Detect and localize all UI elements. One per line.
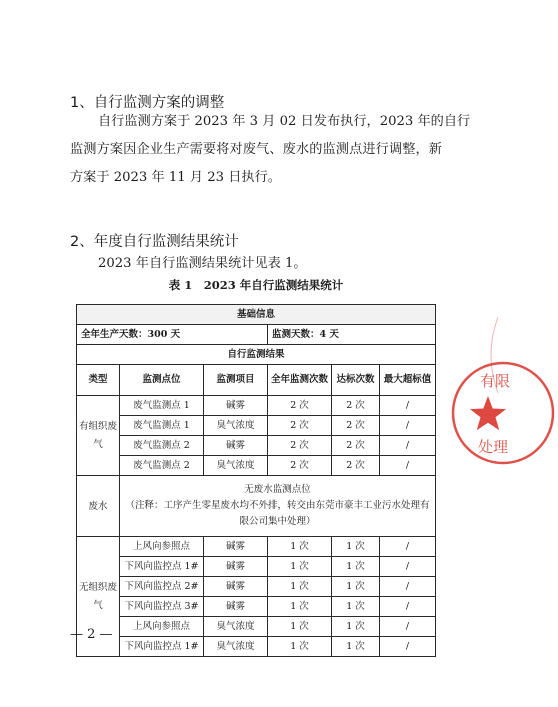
cell-item: 碱雾	[204, 557, 268, 577]
cell-count: 1 次	[268, 597, 332, 617]
cell-max: /	[380, 456, 436, 476]
cell-pass: 1 次	[332, 637, 380, 657]
cell-pass: 2 次	[332, 456, 380, 476]
basic-info-header: 基础信息	[77, 305, 436, 325]
company-seal-stamp	[448, 358, 558, 468]
cell-point: 下风向监控点 1#	[120, 637, 204, 657]
section1-line-2: 监测方案因企业生产需要将对废气、废水的监测点进行调整，新	[70, 142, 442, 157]
table-row	[77, 537, 436, 557]
cell-point: 下风向监控点 1#	[120, 557, 204, 577]
wastewater-note-line1: 无废水监测点位	[244, 484, 311, 495]
cell-count: 2 次	[268, 396, 332, 416]
table-row	[77, 597, 436, 617]
cell-max: /	[380, 617, 436, 637]
cell-max: /	[380, 597, 436, 617]
section1-line-1: 自行监测方案于 2023 年 3 月 02 日发布执行，2023 年的自行	[98, 114, 471, 129]
cell-max: /	[380, 436, 436, 456]
cell-item: 碱雾	[204, 396, 268, 416]
cell-pass: 1 次	[332, 537, 380, 557]
cell-pass: 1 次	[332, 557, 380, 577]
cell-item: 碱雾	[204, 597, 268, 617]
star-icon	[470, 396, 506, 430]
table-row	[77, 456, 436, 476]
cell-max: /	[380, 396, 436, 416]
cell-point: 上风向参照点	[120, 617, 204, 637]
col-point: 监测点位	[120, 365, 204, 396]
cell-item: 臭气浓度	[204, 416, 268, 436]
col-type: 类型	[77, 365, 120, 396]
table-row	[77, 396, 436, 416]
column-header-row	[77, 365, 436, 396]
section2-title: 2、年度自行监测结果统计	[70, 234, 239, 250]
cell-item: 碱雾	[204, 577, 268, 597]
wastewater-row	[77, 476, 436, 537]
col-pass: 达标次数	[332, 365, 380, 396]
cell-item: 碱雾	[204, 537, 268, 557]
section1-title: 1、自行监测方案的调整	[70, 95, 225, 111]
wastewater-note-line2: （注释：工序产生零星废水均不外排，转交由东莞市豪丰工业污水处理有限公司集中处理）	[125, 500, 430, 527]
stamp-text-bottom: 处理	[478, 438, 509, 456]
type-wastewater: 废水	[77, 476, 120, 537]
type-organized: 有组织废气	[77, 396, 120, 476]
cell-pass: 1 次	[332, 577, 380, 597]
days-row	[77, 325, 436, 345]
stamp-text-top: 有限	[480, 372, 511, 390]
table-title: 表 1 2023 年自行监测结果统计	[168, 278, 344, 292]
section2-intro: 2023 年自行监测结果统计见表 1。	[98, 256, 307, 271]
cell-count: 2 次	[268, 436, 332, 456]
cell-pass: 1 次	[332, 617, 380, 637]
table-row	[77, 416, 436, 436]
cell-point: 废气监测点 2	[120, 456, 204, 476]
table-row	[77, 577, 436, 597]
cell-item: 臭气浓度	[204, 637, 268, 657]
cell-point: 废气监测点 1	[120, 396, 204, 416]
cell-item: 臭气浓度	[204, 456, 268, 476]
section1-line-3: 方案于 2023 年 11 月 23 日执行。	[70, 170, 281, 185]
cell-max: /	[380, 557, 436, 577]
cell-count: 2 次	[268, 416, 332, 436]
table-row	[77, 617, 436, 637]
wastewater-note	[120, 476, 436, 537]
col-max: 最大超标值	[380, 365, 436, 396]
cell-point: 废气监测点 1	[120, 416, 204, 436]
cell-point: 废气监测点 2	[120, 436, 204, 456]
basic-info-header-row	[77, 305, 436, 325]
results-header-row	[77, 345, 436, 365]
section1-paragraph	[70, 108, 471, 192]
cell-max: /	[380, 577, 436, 597]
cell-max: /	[380, 416, 436, 436]
cell-count: 1 次	[268, 617, 332, 637]
cell-pass: 2 次	[332, 436, 380, 456]
cell-count: 1 次	[268, 637, 332, 657]
cell-point: 下风向监控点 3#	[120, 597, 204, 617]
monitoring-days: 监测天数：4 天	[268, 325, 436, 345]
cell-max: /	[380, 537, 436, 557]
page-number: — 2 —	[70, 627, 113, 642]
results-header: 自行监测结果	[77, 345, 436, 365]
cell-pass: 2 次	[332, 396, 380, 416]
cell-point: 上风向参照点	[120, 537, 204, 557]
cell-pass: 2 次	[332, 416, 380, 436]
table-row	[77, 557, 436, 577]
production-days: 全年生产天数：300 天	[77, 325, 268, 345]
cell-count: 1 次	[268, 537, 332, 557]
col-count: 全年监测次数	[268, 365, 332, 396]
cell-item: 碱雾	[204, 436, 268, 456]
cell-count: 2 次	[268, 456, 332, 476]
table-row	[77, 436, 436, 456]
type-unorganized: 无组织废气	[77, 537, 120, 657]
cell-point: 下风向监控点 2#	[120, 577, 204, 597]
cell-item: 臭气浓度	[204, 617, 268, 637]
col-item: 监测项目	[204, 365, 268, 396]
results-table	[76, 304, 436, 657]
cell-pass: 1 次	[332, 597, 380, 617]
table-row	[77, 637, 436, 657]
cell-max: /	[380, 637, 436, 657]
cell-count: 1 次	[268, 577, 332, 597]
cell-count: 1 次	[268, 557, 332, 577]
